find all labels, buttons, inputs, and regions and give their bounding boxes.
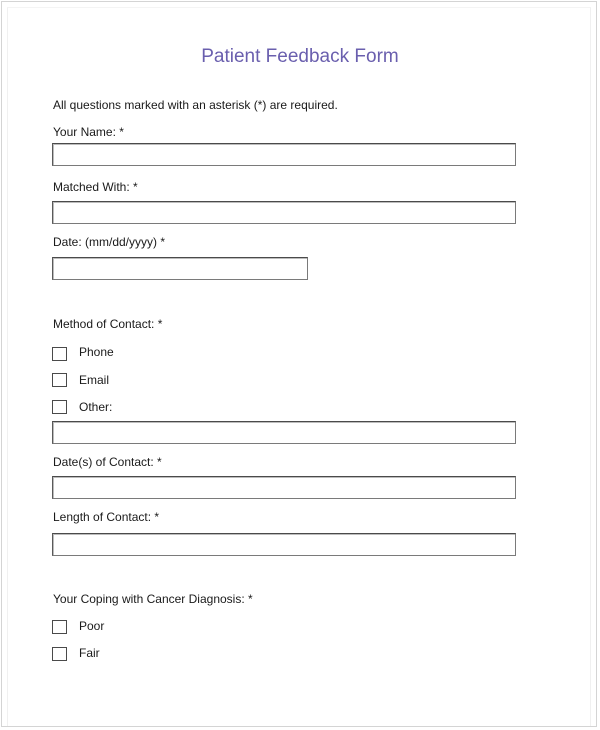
form-title: Patient Feedback Form	[201, 46, 399, 67]
other-option-label: Other:	[79, 400, 113, 414]
phone-option-label: Phone	[79, 345, 114, 359]
your-name-label: Your Name: *	[53, 125, 124, 139]
poor-option-label: Poor	[79, 619, 105, 633]
poor-checkbox[interactable]	[52, 620, 67, 634]
length-of-contact-label: Length of Contact: *	[53, 510, 160, 524]
email-option-label: Email	[79, 373, 110, 387]
dates-of-contact-label: Date(s) of Contact: *	[53, 455, 162, 469]
method-of-contact-label: Method of Contact: *	[53, 317, 163, 331]
phone-checkbox[interactable]	[52, 347, 67, 361]
required-instructions: All questions marked with an asterisk (*) are required.	[53, 98, 338, 112]
matched-with-label: Matched With: *	[53, 180, 138, 194]
length-of-contact-input[interactable]	[52, 533, 516, 556]
date-label: Date: (mm/dd/yyyy) *	[53, 235, 166, 249]
matched-with-input[interactable]	[52, 201, 516, 224]
dates-of-contact-input[interactable]	[52, 476, 516, 499]
other-contact-input[interactable]	[52, 421, 516, 444]
coping-label: Your Coping with Cancer Diagnosis: *	[53, 592, 253, 606]
other-checkbox[interactable]	[52, 400, 67, 414]
date-input[interactable]	[52, 257, 308, 280]
fair-option-label: Fair	[79, 646, 100, 660]
fair-checkbox[interactable]	[52, 647, 67, 661]
your-name-input[interactable]	[52, 143, 516, 166]
email-checkbox[interactable]	[52, 373, 67, 387]
